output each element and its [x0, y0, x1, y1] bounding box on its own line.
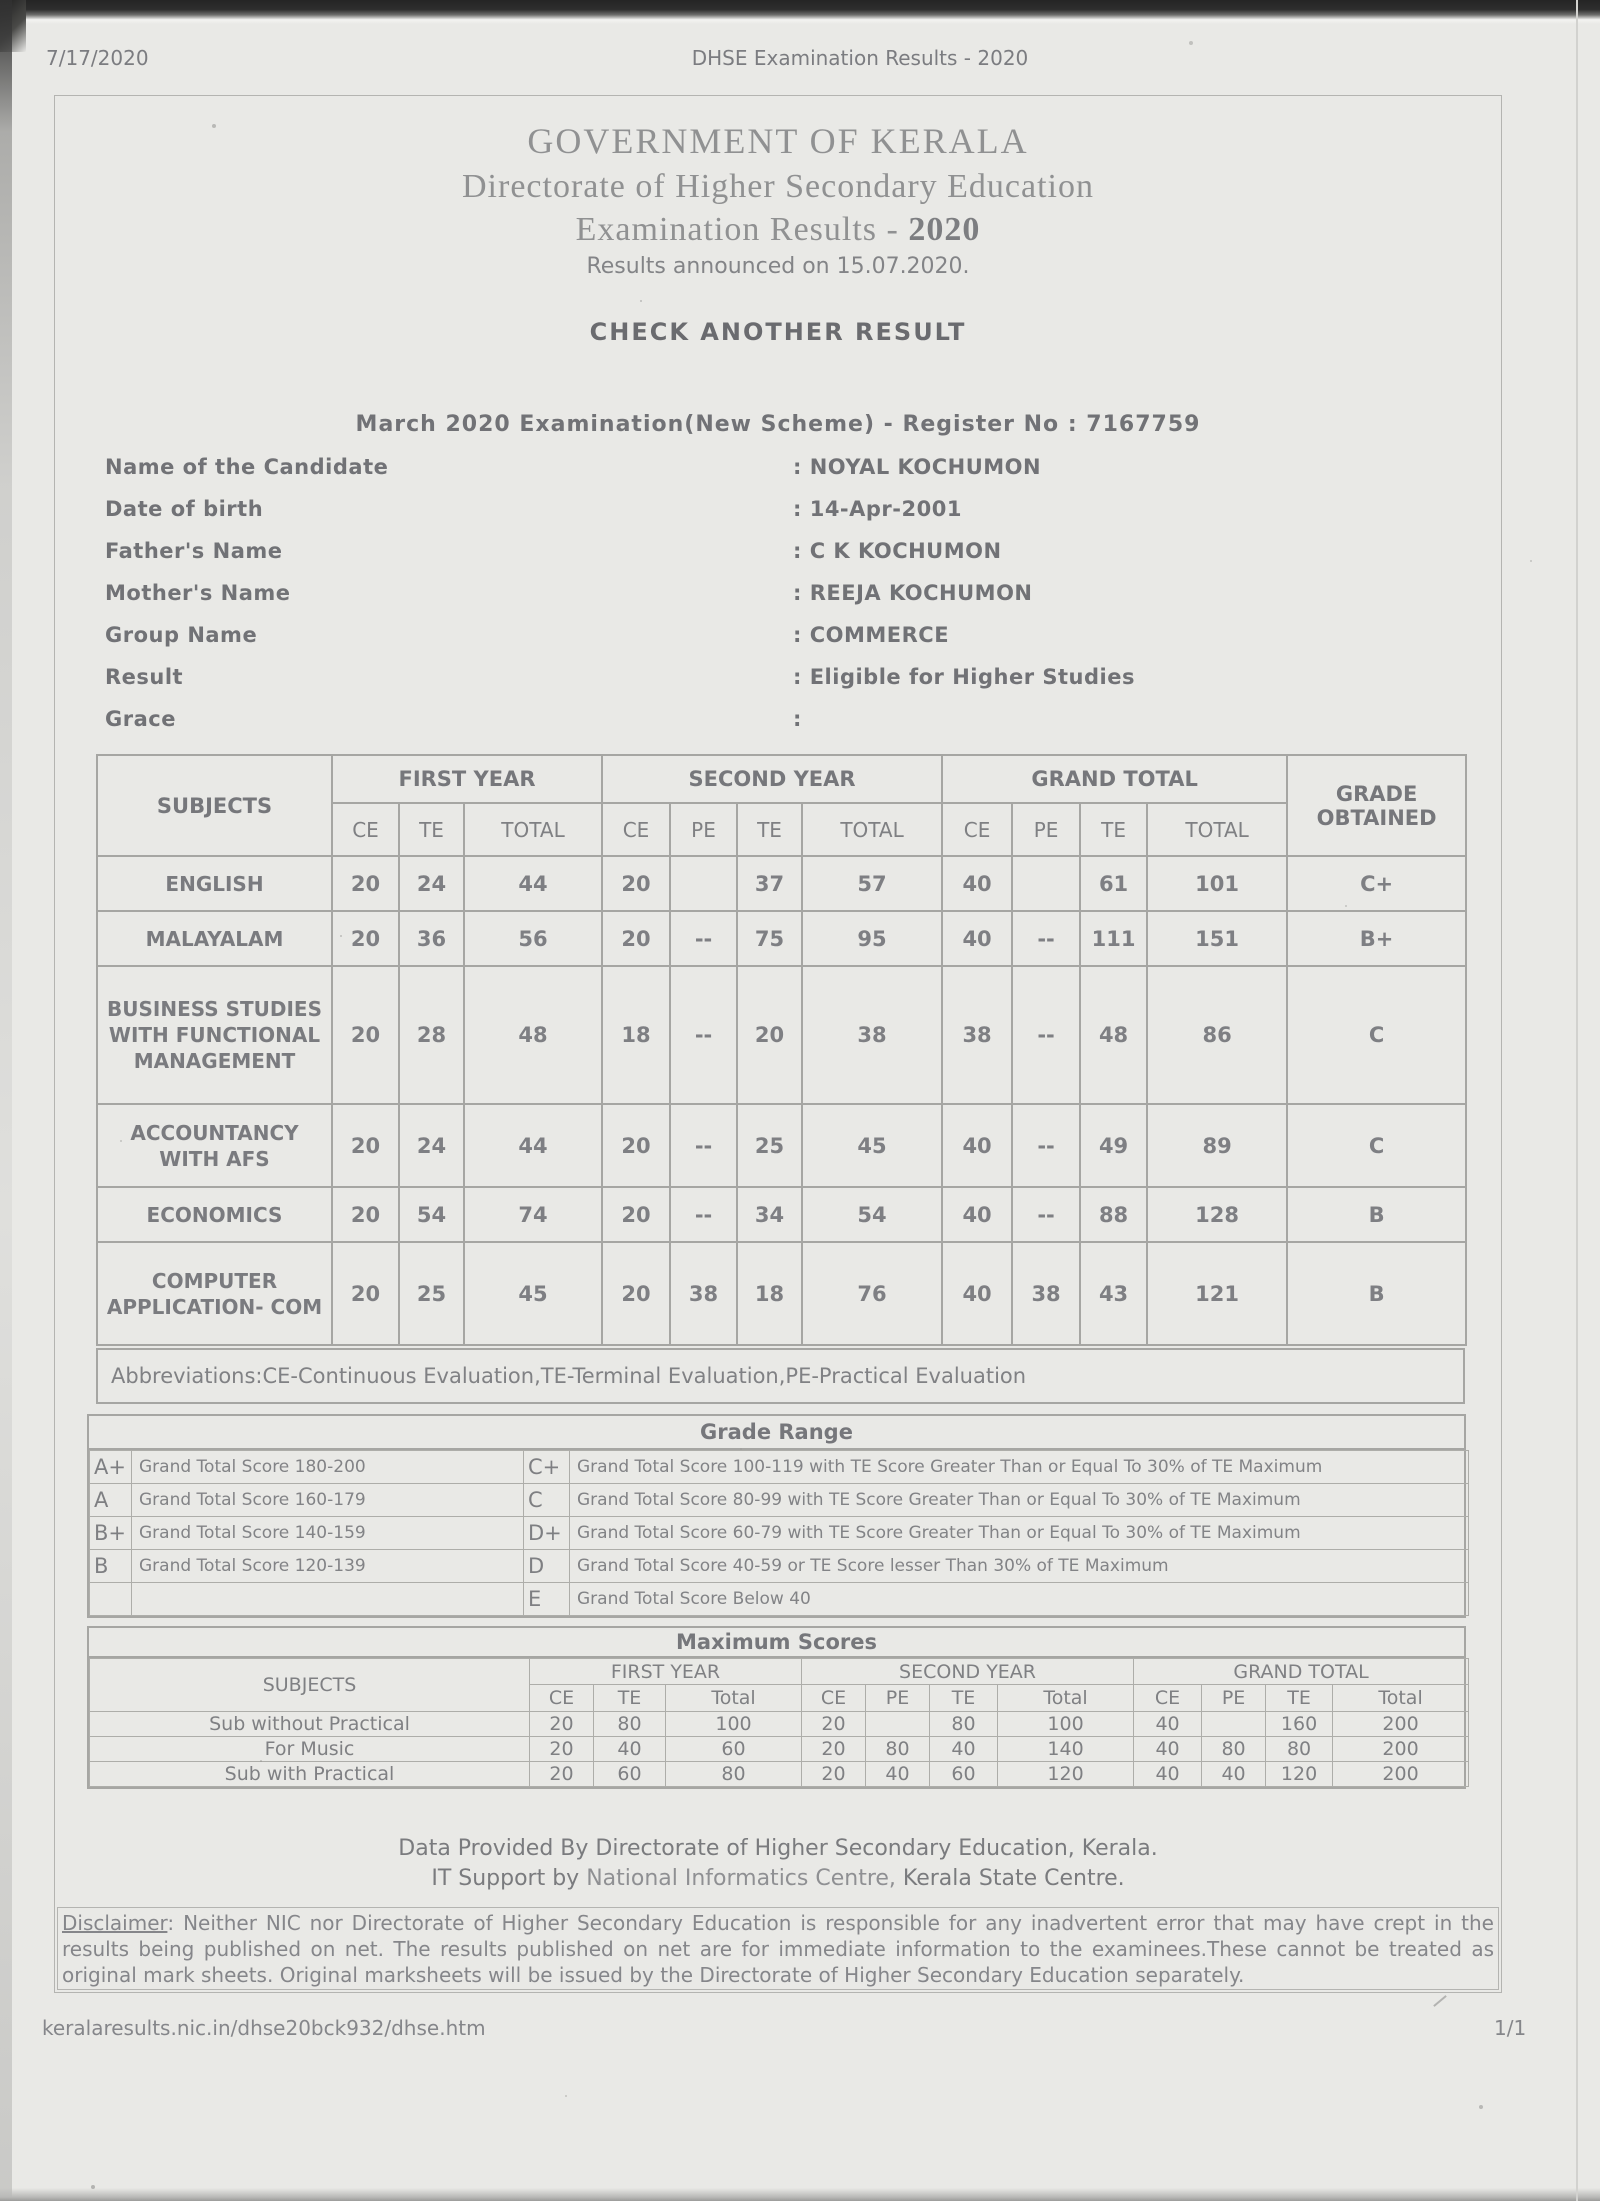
- col-total: Total: [998, 1685, 1134, 1712]
- candidate-field-value: :: [793, 707, 802, 731]
- max-scores-value-cell: 100: [998, 1712, 1134, 1737]
- col-te: TE: [1080, 803, 1147, 856]
- marks-grade-cell: B: [1287, 1242, 1466, 1345]
- marks-subject-cell: COMPUTER APPLICATION- COM: [97, 1242, 332, 1345]
- marks-score-cell: 20: [332, 911, 399, 966]
- marks-table: [96, 754, 1467, 1346]
- marks-score-cell: 34: [737, 1187, 802, 1242]
- marks-score-cell: 43: [1080, 1242, 1147, 1345]
- marks-score-cell: 86: [1147, 966, 1287, 1104]
- max-scores-value-cell: 40: [866, 1762, 930, 1787]
- col-pe: PE: [1202, 1685, 1266, 1712]
- marks-grade-cell: C: [1287, 966, 1466, 1104]
- scan-edge-left: [0, 0, 12, 2201]
- col-total: TOTAL: [1147, 803, 1287, 856]
- grade-range-section: [87, 1414, 1466, 1618]
- marks-score-cell: 37: [737, 856, 802, 911]
- grade-letter-cell: A+: [90, 1451, 132, 1484]
- grade-letter-cell: D: [524, 1550, 570, 1583]
- grade-range-row: [90, 1451, 1469, 1484]
- grade-letter-cell: D+: [524, 1517, 570, 1550]
- grade-letter-cell: C+: [524, 1451, 570, 1484]
- marks-subject-cell: ACCOUNTANCY WITH AFS: [97, 1104, 332, 1187]
- max-scores-value-cell: 60: [594, 1762, 666, 1787]
- marks-score-cell: 89: [1147, 1104, 1287, 1187]
- results-announced-line: Results announced on 15.07.2020.: [586, 254, 970, 279]
- grade-description-cell: Grand Total Score 80-99 with TE Score Greater Than or Equal To 30% of TE Maximum: [570, 1484, 1469, 1517]
- grade-description-cell: Grand Total Score 40-59 or TE Score lesser Than 30% of TE Maximum: [570, 1550, 1469, 1583]
- marks-header-grade: GRADE OBTAINED: [1287, 755, 1466, 856]
- max-scores-value-cell: 20: [802, 1762, 866, 1787]
- marks-grade-cell: C+: [1287, 856, 1466, 911]
- check-another-result-link[interactable]: CHECK ANOTHER RESULT: [589, 318, 967, 346]
- candidate-field-label: Result: [105, 665, 184, 689]
- maximum-scores-table: [89, 1658, 1469, 1787]
- max-scores-value-cell: 20: [802, 1712, 866, 1737]
- grade-letter-cell: C: [524, 1484, 570, 1517]
- candidate-row: [105, 707, 1405, 749]
- candidate-field-label: Group Name: [105, 623, 258, 647]
- marks-score-cell: 111: [1080, 911, 1147, 966]
- col-te: TE: [594, 1685, 666, 1712]
- grade-description-cell: Grand Total Score 120-139: [132, 1550, 524, 1583]
- marks-score-cell: 38: [1012, 1242, 1080, 1345]
- marks-score-cell: 88: [1080, 1187, 1147, 1242]
- abbreviations-note: Abbreviations:CE-Continuous Evaluation,TE-Terminal Evaluation,PE-Practical Evaluation: [96, 1348, 1465, 1404]
- print-footer-url: keralaresults.nic.in/dhse20bck932/dhse.htm: [42, 2016, 486, 2040]
- marks-score-cell: 40: [942, 1187, 1012, 1242]
- marks-header-first-year: FIRST YEAR: [332, 755, 602, 803]
- grade-range-title: Grade Range: [89, 1416, 1464, 1450]
- col-pe: PE: [866, 1685, 930, 1712]
- marks-score-cell: 38: [942, 966, 1012, 1104]
- data-provided-line: Data Provided By Directorate of Higher Secondary Education, Kerala.: [398, 1836, 1158, 1861]
- marks-score-cell: 20: [737, 966, 802, 1104]
- grade-description-cell: Grand Total Score 180-200: [132, 1451, 524, 1484]
- marks-score-cell: 57: [802, 856, 942, 911]
- page-title: GOVERNMENT OF KERALA: [527, 121, 1029, 161]
- grade-range-row: [90, 1484, 1469, 1517]
- col-pe: PE: [670, 803, 737, 856]
- grade-letter-cell: [90, 1583, 132, 1616]
- disclaimer-text: : Neither NIC nor Directorate of Higher Secondary Education is responsible for any inadvertent error that may have crept in the results being published on net. The results published on net are for immediate information to the examinees.These cannot be treated as original mark sheets. Original marksheets will be issued by the Directorate of Higher Secondary Education separately.: [62, 1911, 1494, 1987]
- max-scores-value-cell: 40: [930, 1737, 998, 1762]
- nic-link-text: National Informatics Centre,: [586, 1866, 896, 1891]
- grade-description-cell: Grand Total Score 100-119 with TE Score Greater Than or Equal To 30% of TE Maximum: [570, 1451, 1469, 1484]
- marks-grade-cell: B: [1287, 1187, 1466, 1242]
- candidate-field-value: : 14-Apr-2001: [793, 497, 962, 521]
- marks-score-cell: --: [670, 1187, 737, 1242]
- col-total: Total: [666, 1685, 802, 1712]
- candidate-row: [105, 497, 1405, 539]
- marks-score-cell: --: [670, 966, 737, 1104]
- exam-results-label: Examination Results -: [575, 211, 909, 248]
- marks-score-cell: --: [1012, 1104, 1080, 1187]
- max-scores-value-cell: 80: [594, 1712, 666, 1737]
- max-scores-value-cell: 80: [930, 1712, 998, 1737]
- marks-header-subjects: SUBJECTS: [97, 755, 332, 856]
- it-support-prefix: IT Support by: [431, 1866, 587, 1891]
- marks-score-cell: 74: [464, 1187, 602, 1242]
- exam-year: 2020: [908, 211, 981, 248]
- max-scores-value-cell: 100: [666, 1712, 802, 1737]
- scan-edge-bottom: [0, 2188, 1600, 2201]
- candidate-field-label: Date of birth: [105, 497, 264, 521]
- marks-score-cell: --: [670, 1104, 737, 1187]
- max-scores-value-cell: 120: [1266, 1762, 1333, 1787]
- marks-score-cell: 101: [1147, 856, 1287, 911]
- candidate-field-value: : Eligible for Higher Studies: [793, 665, 1135, 689]
- candidate-row: [105, 665, 1405, 707]
- scan-edge-top: [0, 0, 1600, 24]
- marks-table-row: [97, 1187, 1466, 1242]
- grade-letter-cell: E: [524, 1583, 570, 1616]
- marks-grade-cell: B+: [1287, 911, 1466, 966]
- marks-score-cell: 121: [1147, 1242, 1287, 1345]
- candidate-field-value: : NOYAL KOCHUMON: [793, 455, 1042, 479]
- max-scores-value-cell: 20: [802, 1737, 866, 1762]
- max-scores-value-cell: 80: [666, 1762, 802, 1787]
- max-scores-value-cell: 20: [530, 1712, 594, 1737]
- max-scores-value-cell: 80: [866, 1737, 930, 1762]
- grade-range-row: [90, 1550, 1469, 1583]
- max-scores-value-cell: 140: [998, 1737, 1134, 1762]
- marks-score-cell: 28: [399, 966, 464, 1104]
- col-pe: PE: [1012, 803, 1080, 856]
- marks-subject-cell: MALAYALAM: [97, 911, 332, 966]
- max-scores-value-cell: 200: [1333, 1762, 1469, 1787]
- marks-score-cell: --: [1012, 966, 1080, 1104]
- max-scores-header-subjects: SUBJECTS: [90, 1659, 530, 1712]
- marks-score-cell: [670, 856, 737, 911]
- marks-score-cell: 20: [602, 1187, 670, 1242]
- marks-score-cell: 38: [802, 966, 942, 1104]
- col-ce: CE: [530, 1685, 594, 1712]
- col-ce: CE: [332, 803, 399, 856]
- col-te: TE: [399, 803, 464, 856]
- marks-score-cell: 20: [332, 856, 399, 911]
- candidate-field-label: Mother's Name: [105, 581, 291, 605]
- print-footer-page-number: 1/1: [1494, 2016, 1527, 2040]
- maximum-scores-section: [87, 1626, 1466, 1789]
- grade-description-cell: [132, 1583, 524, 1616]
- marks-score-cell: 20: [332, 1242, 399, 1345]
- max-scores-value-cell: 160: [1266, 1712, 1333, 1737]
- col-ce: CE: [602, 803, 670, 856]
- marks-score-cell: 128: [1147, 1187, 1287, 1242]
- max-scores-value-cell: 40: [1202, 1762, 1266, 1787]
- marks-score-cell: 48: [1080, 966, 1147, 1104]
- marks-score-cell: 18: [602, 966, 670, 1104]
- candidate-field-label: Grace: [105, 707, 176, 731]
- max-scores-value-cell: 80: [1266, 1737, 1333, 1762]
- marks-score-cell: 54: [802, 1187, 942, 1242]
- marks-score-cell: 40: [942, 1242, 1012, 1345]
- grade-letter-cell: B: [90, 1550, 132, 1583]
- marks-header-second-year: SECOND YEAR: [602, 755, 942, 803]
- col-te: TE: [737, 803, 802, 856]
- marks-header-grand-total: GRAND TOTAL: [942, 755, 1287, 803]
- grade-description-cell: Grand Total Score 160-179: [132, 1484, 524, 1517]
- marks-table-row: [97, 1104, 1466, 1187]
- marks-subject-cell: ENGLISH: [97, 856, 332, 911]
- page-subtitle: Directorate of Higher Secondary Education: [462, 168, 1094, 205]
- max-scores-value-cell: 40: [1134, 1762, 1202, 1787]
- max-scores-subject-cell: For Music: [90, 1737, 530, 1762]
- scan-noise-specks: [0, 0, 2, 2]
- max-scores-value-cell: 80: [1202, 1737, 1266, 1762]
- marks-header-row-groups: [97, 755, 1466, 803]
- col-te: TE: [1266, 1685, 1333, 1712]
- max-scores-value-cell: 120: [998, 1762, 1134, 1787]
- marks-score-cell: 61: [1080, 856, 1147, 911]
- col-total: Total: [1333, 1685, 1469, 1712]
- candidate-field-label: Name of the Candidate: [105, 455, 389, 479]
- max-scores-row: [90, 1737, 1469, 1762]
- grade-range-table: [89, 1450, 1469, 1616]
- max-scores-value-cell: 20: [530, 1737, 594, 1762]
- print-date: 7/17/2020: [46, 46, 149, 70]
- marks-score-cell: 20: [602, 1104, 670, 1187]
- marks-score-cell: 45: [802, 1104, 942, 1187]
- col-ce: CE: [1134, 1685, 1202, 1712]
- col-ce: CE: [942, 803, 1012, 856]
- marks-table-row: [97, 856, 1466, 911]
- marks-score-cell: 76: [802, 1242, 942, 1345]
- marks-table-row: [97, 1242, 1466, 1345]
- marks-score-cell: 25: [399, 1242, 464, 1345]
- print-title: DHSE Examination Results - 2020: [691, 46, 1029, 70]
- marks-score-cell: 75: [737, 911, 802, 966]
- candidate-field-label: Father's Name: [105, 539, 283, 563]
- marks-score-cell: 54: [399, 1187, 464, 1242]
- max-scores-value-cell: 40: [1134, 1737, 1202, 1762]
- candidate-row: [105, 581, 1405, 623]
- marks-score-cell: 44: [464, 856, 602, 911]
- candidate-row: [105, 455, 1405, 497]
- page-subtitle-year: [93, 211, 1463, 249]
- marks-score-cell: 45: [464, 1242, 602, 1345]
- max-scores-row: [90, 1762, 1469, 1787]
- marks-score-cell: 48: [464, 966, 602, 1104]
- marks-score-cell: --: [1012, 1187, 1080, 1242]
- maximum-scores-title: Maximum Scores: [89, 1628, 1464, 1658]
- max-scores-header-second-year: SECOND YEAR: [802, 1659, 1134, 1685]
- candidate-field-value: : C K KOCHUMON: [793, 539, 1002, 563]
- marks-score-cell: 151: [1147, 911, 1287, 966]
- max-scores-value-cell: 40: [594, 1737, 666, 1762]
- marks-score-cell: [1012, 856, 1080, 911]
- max-scores-value-cell: 40: [1134, 1712, 1202, 1737]
- marks-score-cell: 56: [464, 911, 602, 966]
- grade-range-row: [90, 1583, 1469, 1616]
- max-scores-header-grand-total: GRAND TOTAL: [1134, 1659, 1469, 1685]
- marks-score-cell: 20: [332, 966, 399, 1104]
- marks-score-cell: 38: [670, 1242, 737, 1345]
- candidate-row: [105, 623, 1405, 665]
- disclaimer: [57, 1907, 1499, 1990]
- it-support-suffix: Kerala State Centre.: [895, 1866, 1125, 1891]
- marks-score-cell: 36: [399, 911, 464, 966]
- marks-score-cell: 49: [1080, 1104, 1147, 1187]
- marks-score-cell: --: [670, 911, 737, 966]
- max-scores-subject-cell: Sub without Practical: [90, 1712, 530, 1737]
- marks-score-cell: 18: [737, 1242, 802, 1345]
- grade-description-cell: Grand Total Score Below 40: [570, 1583, 1469, 1616]
- max-scores-value-cell: 20: [530, 1762, 594, 1787]
- grade-description-cell: Grand Total Score 140-159: [132, 1517, 524, 1550]
- grade-description-cell: Grand Total Score 60-79 with TE Score Greater Than or Equal To 30% of TE Maximum: [570, 1517, 1469, 1550]
- marks-score-cell: 20: [332, 1104, 399, 1187]
- max-scores-header-groups: [90, 1659, 1469, 1685]
- marks-grade-cell: C: [1287, 1104, 1466, 1187]
- marks-score-cell: 20: [602, 911, 670, 966]
- candidate-details: [105, 455, 1405, 749]
- marks-score-cell: 44: [464, 1104, 602, 1187]
- marks-score-cell: 20: [602, 856, 670, 911]
- marks-table-row: [97, 966, 1466, 1104]
- candidate-row: [105, 539, 1405, 581]
- max-scores-header-first-year: FIRST YEAR: [530, 1659, 802, 1685]
- marks-table-row: [97, 911, 1466, 966]
- marks-score-cell: 24: [399, 856, 464, 911]
- marks-subject-cell: ECONOMICS: [97, 1187, 332, 1242]
- marks-score-cell: 20: [602, 1242, 670, 1345]
- marks-score-cell: --: [1012, 911, 1080, 966]
- marks-score-cell: 40: [942, 911, 1012, 966]
- grade-range-row: [90, 1517, 1469, 1550]
- col-total: TOTAL: [802, 803, 942, 856]
- scan-paper-fold-line: [1576, 0, 1578, 2201]
- marks-score-cell: 25: [737, 1104, 802, 1187]
- col-te: TE: [930, 1685, 998, 1712]
- marks-subject-cell: BUSINESS STUDIES WITH FUNCTIONAL MANAGEMENT: [97, 966, 332, 1104]
- max-scores-value-cell: [866, 1712, 930, 1737]
- max-scores-value-cell: 200: [1333, 1712, 1469, 1737]
- disclaimer-label: Disclaimer: [62, 1911, 168, 1935]
- marks-score-cell: 24: [399, 1104, 464, 1187]
- max-scores-row: [90, 1712, 1469, 1737]
- grade-letter-cell: B+: [90, 1517, 132, 1550]
- col-ce: CE: [802, 1685, 866, 1712]
- marks-score-cell: 40: [942, 856, 1012, 911]
- grade-letter-cell: A: [90, 1484, 132, 1517]
- max-scores-value-cell: [1202, 1712, 1266, 1737]
- marks-score-cell: 95: [802, 911, 942, 966]
- max-scores-subject-cell: Sub with Practical: [90, 1762, 530, 1787]
- exam-register-line: March 2020 Examination(New Scheme) - Register No : 7167759: [355, 412, 1201, 437]
- it-support-line: [93, 1866, 1463, 1891]
- marks-score-cell: 20: [332, 1187, 399, 1242]
- candidate-field-value: : REEJA KOCHUMON: [793, 581, 1033, 605]
- max-scores-value-cell: 60: [666, 1737, 802, 1762]
- col-total: TOTAL: [464, 803, 602, 856]
- candidate-field-value: : COMMERCE: [793, 623, 950, 647]
- marks-score-cell: 40: [942, 1104, 1012, 1187]
- max-scores-value-cell: 200: [1333, 1737, 1469, 1762]
- max-scores-value-cell: 60: [930, 1762, 998, 1787]
